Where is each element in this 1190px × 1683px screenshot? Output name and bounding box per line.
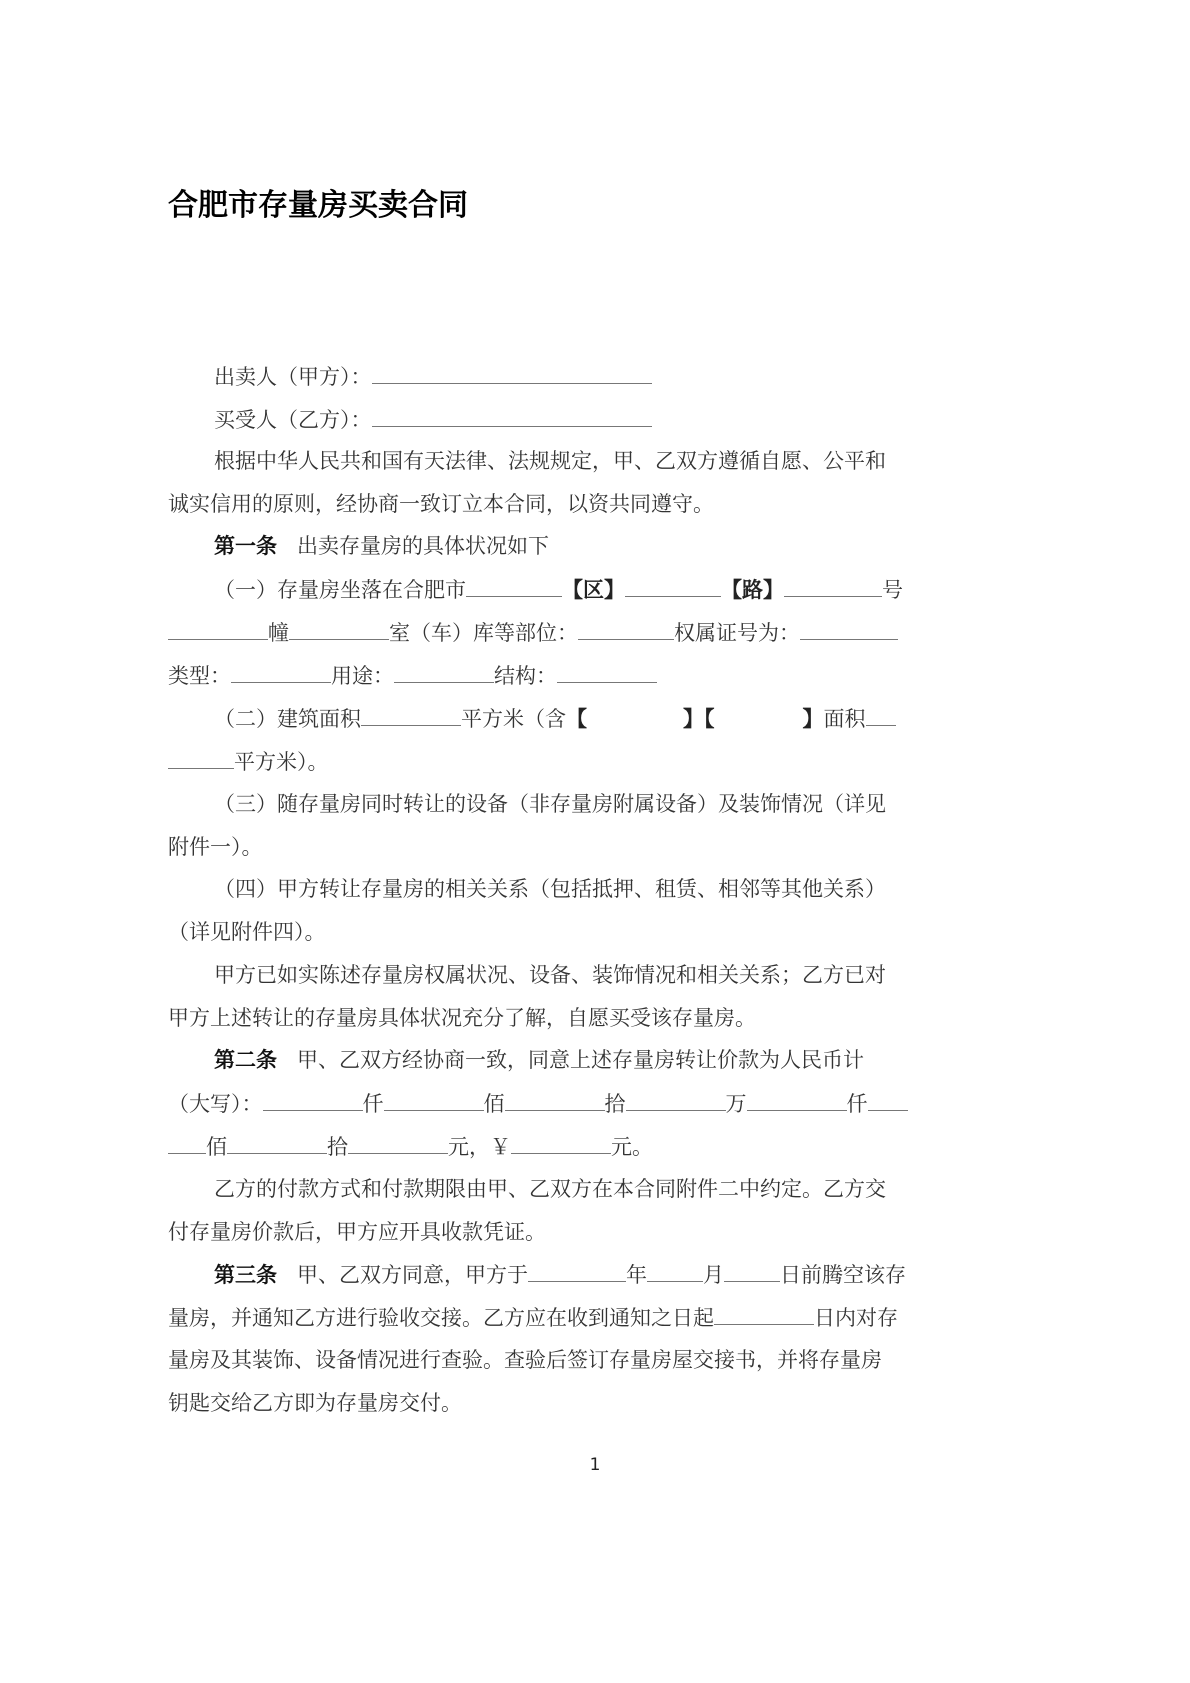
article-1-title: 出卖存量房的具体状况如下 [297, 534, 550, 558]
buyer-line [214, 404, 652, 434]
sqm-close-label: 平方米）。 [234, 750, 329, 774]
area-blank-start[interactable] [866, 703, 896, 726]
payment-line-1: 乙方的付款方式和付款期限由甲、乙双方在本合同附件二中约定。乙方交 [214, 1177, 886, 1201]
article-2-text: 甲、乙双方经协商一致，同意上述存量房转让价款为人民币计 [297, 1048, 865, 1072]
number-suffix: 号 [882, 578, 903, 602]
preamble-line-1: 根据中华人民共和国有天法律、法规规定，甲、乙双方遵循自愿、公平和 [214, 449, 886, 473]
item-4-line-2: （详见附件四）。 [168, 920, 326, 944]
price-blank-2[interactable] [384, 1088, 484, 1111]
use-label: 用途： [331, 664, 394, 688]
item-4-line-1: （四）甲方转让存量房的相关关系（包括抵押、租赁、相邻等其他关系） [214, 877, 886, 901]
district-label: 【区】 [562, 577, 625, 602]
room-label: 室（车）库等部位： [389, 621, 578, 645]
building-blank[interactable] [289, 617, 389, 640]
unit-yuan-yen: 元，￥ [448, 1135, 511, 1159]
article-3-line-2 [168, 1302, 898, 1332]
unit-bai-1: 佰 [483, 1092, 505, 1116]
item-2-line-1 [214, 703, 896, 733]
type-label: 类型： [168, 664, 231, 688]
unit-qian-1: 仟 [362, 1092, 384, 1116]
article-2-line-2 [168, 1088, 908, 1118]
price-blank-5[interactable] [747, 1088, 847, 1111]
article-3-line-1 [214, 1259, 906, 1289]
item-1-line-3 [168, 660, 657, 690]
unit-qian-2: 仟 [846, 1092, 868, 1116]
structure-label: 结构： [494, 664, 557, 688]
seller-line [214, 361, 652, 391]
cert-label: 权属证号为： [674, 621, 800, 645]
price-blank-4[interactable] [626, 1088, 726, 1111]
year-blank[interactable] [528, 1259, 626, 1282]
price-blank-6-start[interactable] [868, 1088, 908, 1111]
house-number-blank[interactable] [168, 617, 268, 640]
article-3-lead: 甲、乙双方同意，甲方于 [297, 1263, 529, 1287]
day-after-text: 日前腾空该存 [780, 1263, 907, 1287]
district-blank[interactable] [625, 574, 721, 597]
building-area-blank[interactable] [361, 703, 461, 726]
unit-wan: 万 [725, 1092, 747, 1116]
bracket-open-2: 【 [704, 706, 715, 731]
preamble-line-2: 诚实信用的原则，经协商一致订立本合同，以资共同遵守。 [168, 492, 714, 516]
use-blank[interactable] [394, 660, 494, 683]
buyer-label: 买受人（乙方）： [214, 408, 372, 432]
article-3-line-2b: 日内对存 [814, 1306, 898, 1330]
item-2-line-2 [168, 746, 329, 776]
unit-bai-2: 佰 [206, 1135, 227, 1159]
month-label: 月 [703, 1263, 725, 1287]
item-1-line-1 [214, 574, 903, 604]
day-blank[interactable] [724, 1259, 780, 1282]
price-blank-3[interactable] [505, 1088, 605, 1111]
article-3-line-3: 量房及其装饰、设备情况进行查验。查验后签订存量房屋交接书，并将存量房 [168, 1348, 882, 1372]
item-2-prefix: （二）建筑面积 [214, 707, 361, 731]
article-1-heading-line [214, 531, 549, 561]
type-blank[interactable] [231, 660, 331, 683]
city-blank[interactable] [466, 574, 562, 597]
month-blank[interactable] [647, 1259, 703, 1282]
sqm-open-label: 平方米（含 [461, 707, 566, 731]
bracket-close-1: 】 [683, 706, 704, 731]
article-3-line-2a: 量房，并通知乙方进行验收交接。乙方应在收到通知之日起 [168, 1306, 714, 1330]
confirm-line-1: 甲方已如实陈述存量房权属状况、设备、装饰情况和相关关系；乙方已对 [214, 963, 886, 987]
structure-blank[interactable] [557, 660, 657, 683]
confirm-line-2: 甲方上述转让的存量房具体状况充分了解，自愿买受该存量房。 [168, 1006, 756, 1030]
price-blank-6-end[interactable] [168, 1131, 206, 1154]
bracket-close-2: 】 [802, 706, 824, 731]
article-2-line-3 [168, 1131, 653, 1161]
item-3-line-1: （三）随存量房同时转让的设备（非存量房附属设备）及装饰情况（详见 [214, 792, 886, 816]
area-label: 面积 [823, 707, 866, 731]
item-1-line-2 [168, 617, 898, 647]
document-title: 合肥市存量房买卖合同 [168, 188, 468, 223]
inspection-days-blank[interactable] [714, 1302, 814, 1325]
road-blank[interactable] [784, 574, 882, 597]
unit-shi-1: 拾 [604, 1092, 626, 1116]
building-label: 幢 [268, 621, 289, 645]
seller-label: 出卖人（甲方）： [214, 365, 372, 389]
article-3-heading: 第三条 [214, 1262, 277, 1287]
item-1-prefix: （一）存量房坐落在合肥市 [214, 578, 466, 602]
price-numeric-blank[interactable] [511, 1131, 611, 1154]
unit-shi-2: 拾 [327, 1135, 348, 1159]
room-blank[interactable] [578, 617, 674, 640]
buyer-blank[interactable] [372, 404, 652, 427]
unit-yuan-end: 元。 [611, 1135, 653, 1159]
article-3-line-4: 钥匙交给乙方即为存量房交付。 [168, 1391, 462, 1415]
article-2-heading: 第二条 [214, 1047, 277, 1072]
article-2-line-1 [214, 1045, 864, 1075]
payment-line-2: 付存量房价款后，甲方应开具收款凭证。 [168, 1220, 546, 1244]
price-blank-7[interactable] [227, 1131, 327, 1154]
area-blank-end[interactable] [168, 746, 234, 769]
seller-blank[interactable] [372, 361, 652, 384]
daxie-label: （大写）： [168, 1092, 263, 1116]
price-blank-1[interactable] [263, 1088, 363, 1111]
price-blank-8[interactable] [348, 1131, 448, 1154]
cert-blank[interactable] [800, 617, 898, 640]
article-1-heading: 第一条 [214, 533, 277, 558]
item-3-line-2: 附件一）。 [168, 835, 263, 859]
year-label: 年 [626, 1263, 648, 1287]
road-label: 【路】 [721, 577, 784, 602]
page-number: 1 [589, 1455, 601, 1475]
bracket-open-1: 【 [566, 706, 587, 731]
